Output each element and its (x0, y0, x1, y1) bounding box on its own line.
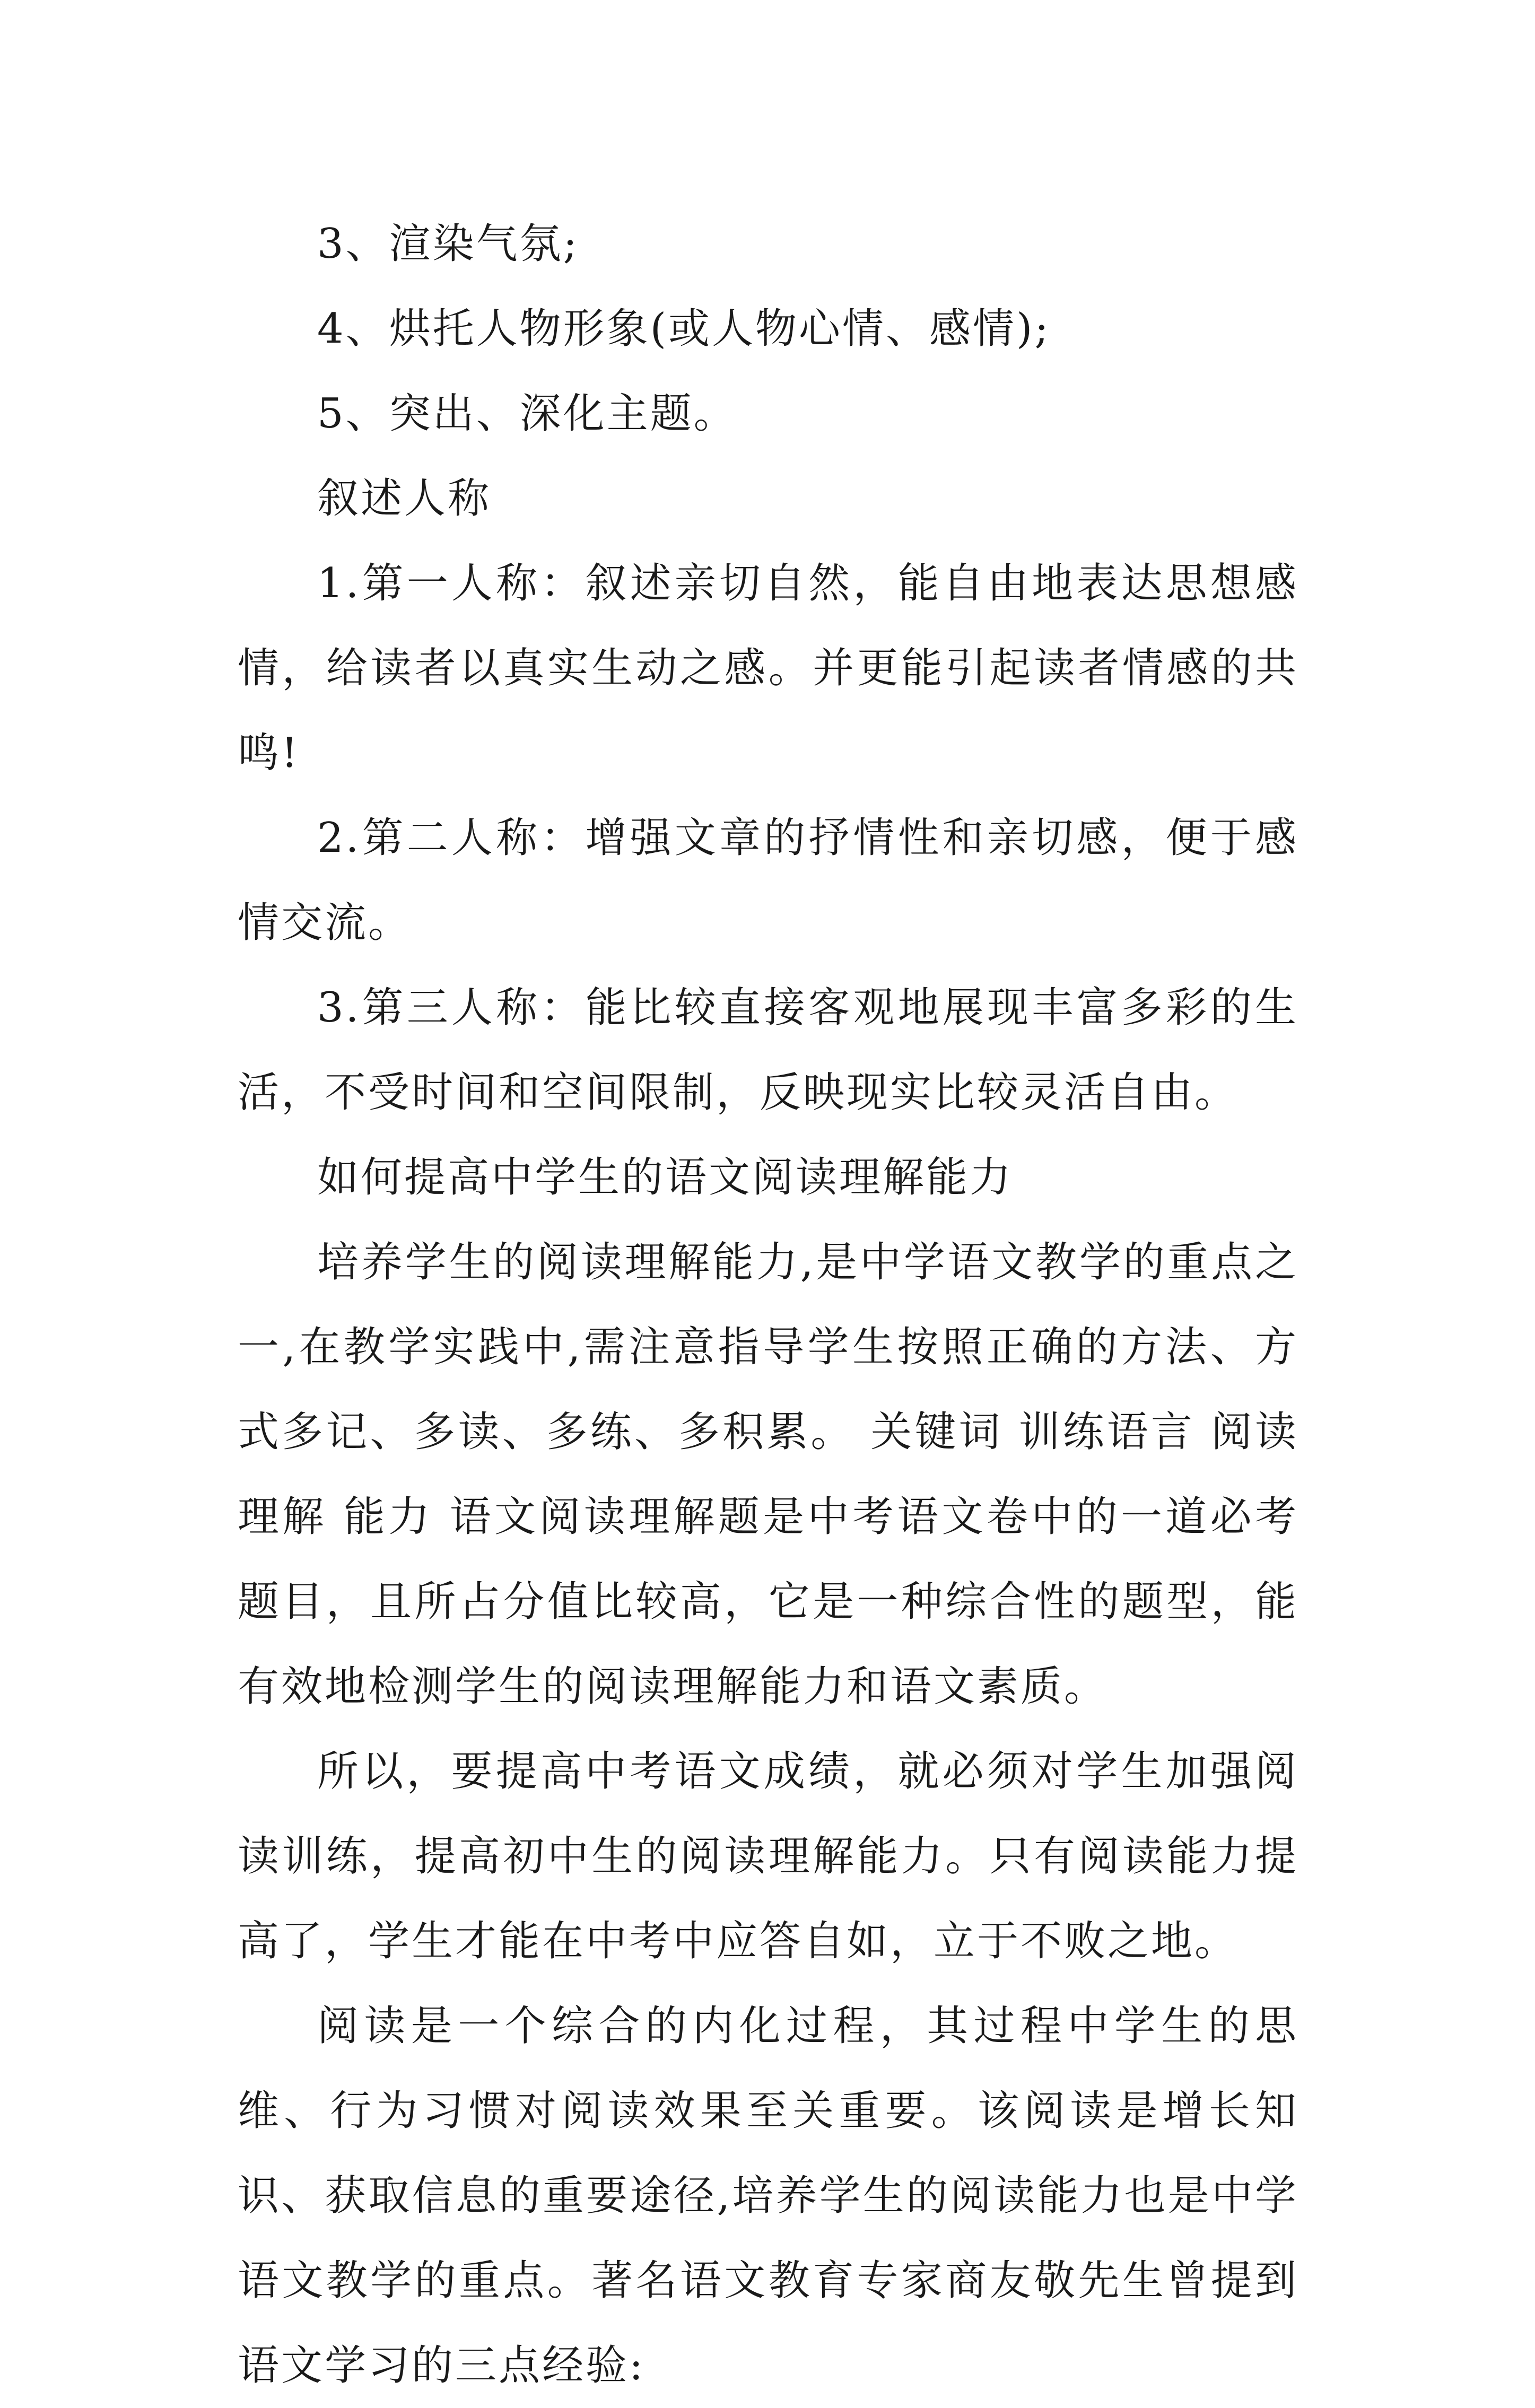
paragraph-second-person: 2.第二人称：增强文章的抒情性和亲切感，便于感情交流。 (238, 814, 1298, 947)
paragraph-third-person: 3.第三人称：能比较直接客观地展现丰富多彩的生活，不受时间和空间限制，反映现实比较灵活自由。 (238, 984, 1298, 1116)
list-item-5: 5、突出、深化主题。 (317, 390, 737, 438)
paragraph-body-2: 所以，要提高中考语文成绩，就必须对学生加强阅读训练，提高初中生的阅读理解能力。只有阅读能力提高了，学生才能在中考中应答自如，立于不败之地。 (238, 1748, 1298, 1965)
paragraph-body-3: 阅读是一个综合的内化过程，其过程中学生的思维、行为习惯对阅读效果至关重要。该阅读是增长知识、获取信息的重要途径,培养学生的阅读能力也是中学语文教学的重点。著名语文教育专家商友敬先生曾提到语文学习的三点经验: (238, 2002, 1298, 2389)
list-item-3: 3、渲染气氛; (317, 220, 579, 268)
section-heading-reading-ability: 如何提高中学生的语文阅读理解能力 (317, 1154, 1014, 1201)
paragraph-first-person: 1.第一人称：叙述亲切自然，能自由地表达思想感情，给读者以真实生动之感。并更能引起读者情感的共鸣! (238, 560, 1298, 777)
document-body (238, 202, 1298, 2408)
section-heading-narrative-person: 叙述人称 (317, 475, 492, 522)
list-item-4: 4、烘托人物形象(或人物心情、感情); (317, 305, 1051, 353)
paragraph-body-1: 培养学生的阅读理解能力,是中学语文教学的重点之一,在教学实践中,需注意指导学生按照正确的方法、方式多记、多读、多练、多积累。 关键词 训练语言 阅读理解 能力 语文阅读理解题是中考语文卷中的一道必考题目，且所占分值比较高，它是一种综合性的题型，能有效地检测学生的阅读理解能力和语文素质。 (238, 1238, 1298, 1711)
